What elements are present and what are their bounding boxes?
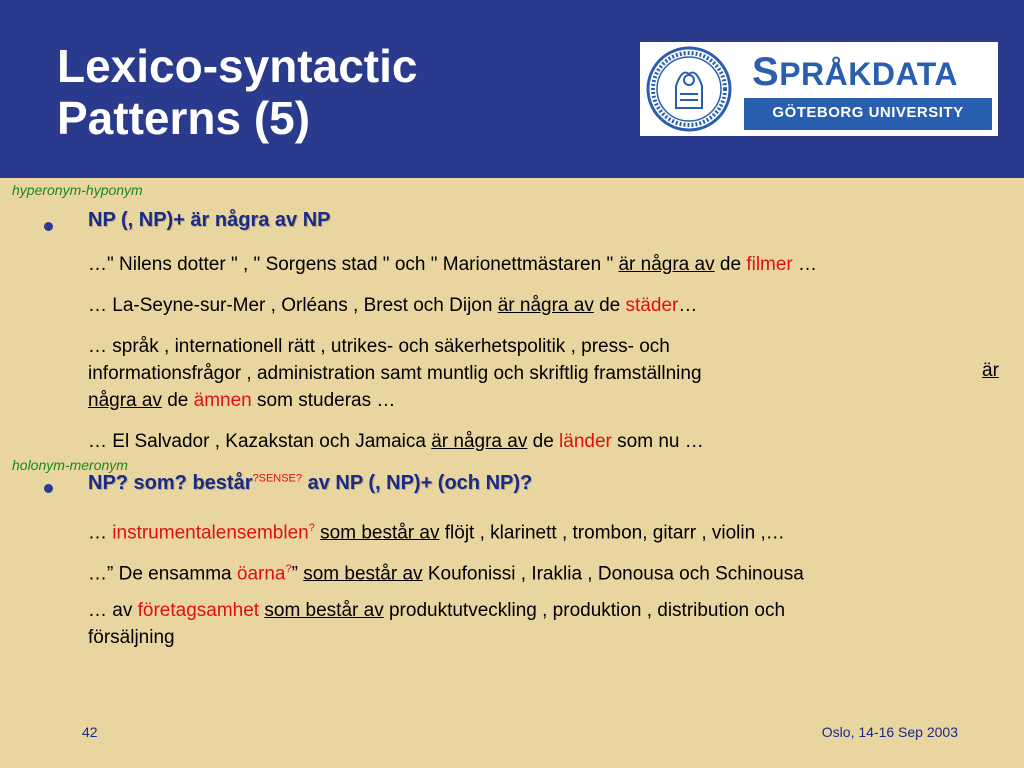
pattern-holonym xyxy=(88,472,532,495)
example-hyperonym-2 xyxy=(88,292,697,319)
ex-text: … La-Seyne-sur-Mer , Orléans , Brest och Dijon xyxy=(88,295,498,316)
pattern-part: NP? som? består xyxy=(88,472,253,494)
ex-holonym: instrumentalensemblen xyxy=(112,522,309,544)
sprakdata-logo xyxy=(640,42,998,136)
ex-text: försäljning xyxy=(88,627,175,648)
logo-name-initial: S xyxy=(752,50,780,94)
example-hyperonym-1 xyxy=(88,251,817,278)
example-holonym-1 xyxy=(88,515,785,546)
ex-hypernym: filmer xyxy=(746,254,793,275)
slide-title xyxy=(57,40,417,144)
ex-pattern: som består av xyxy=(264,600,384,621)
ex-hypernym: städer xyxy=(625,295,679,316)
ex-pattern: som består av xyxy=(320,522,440,544)
ex-text: de xyxy=(714,254,747,275)
example-hyperonym-3 xyxy=(88,333,702,414)
logo-university: GÖTEBORG UNIVERSITY xyxy=(772,104,964,121)
pattern-part: av NP (, NP)+ (och NP)? xyxy=(302,472,533,494)
ex-sense-marker: ? xyxy=(308,522,315,534)
ex-holonym: öarna xyxy=(236,563,286,585)
ex-text: de xyxy=(593,295,626,316)
ex-text: … xyxy=(792,254,818,275)
ex-text: …" Nilens dotter " , " Sorgens stad " och " Marionettmästaren " xyxy=(88,254,619,275)
pattern-sense-marker: ?SENSE? xyxy=(252,472,303,485)
ex-text: flöjt , klarinett , trombon, gitarr , violin ,… xyxy=(439,522,785,544)
ex-text: …” De ensamma xyxy=(88,563,237,585)
ex-text: informationsfrågor , administration samt muntlig och skriftlig framställning xyxy=(88,363,702,384)
ex-pattern: är några av xyxy=(431,431,528,452)
title-line-2: Patterns (5) xyxy=(57,92,311,144)
logo-name-rest: PRÅKDATA xyxy=(779,56,958,92)
ex-text: ” xyxy=(291,563,298,585)
ex-text: … xyxy=(678,295,698,316)
pattern-hyperonym: NP (, NP)+ är några av NP xyxy=(88,209,331,231)
slide-number: 42 xyxy=(82,724,98,740)
ex-pattern: som består av xyxy=(303,563,423,585)
section-tag-hyperonym: hyperonym-hyponym xyxy=(12,182,143,198)
ex-pattern-wrap: är xyxy=(982,360,999,381)
ex-text: … av xyxy=(88,600,138,621)
ex-text: som nu … xyxy=(611,431,704,452)
ex-pattern: några av xyxy=(88,390,162,411)
ex-text: Koufonissi , Iraklia , Donousa och Schinousa xyxy=(422,563,804,585)
section-tag-holonym: holonym-meronym xyxy=(12,457,128,473)
ex-hypernym: ämnen xyxy=(193,390,252,411)
slide-header xyxy=(0,0,1024,178)
bullet-dot-2 xyxy=(44,484,53,493)
footer-event: Oslo, 14-16 Sep 2003 xyxy=(821,724,958,740)
ex-text: de xyxy=(527,431,560,452)
ex-holonym: företagsamhet xyxy=(137,600,260,621)
ex-hypernym: länder xyxy=(559,431,612,452)
ex-sense-marker: ? xyxy=(285,563,292,575)
example-holonym-2 xyxy=(88,556,804,587)
logo-wordmark xyxy=(752,50,958,95)
ex-text: som studeras … xyxy=(251,390,396,411)
example-hyperonym-4 xyxy=(88,428,704,455)
ex-text: de xyxy=(161,390,194,411)
university-seal-icon xyxy=(646,46,732,132)
bullet-dot-1 xyxy=(44,222,53,231)
ex-text: … El Salvador , Kazakstan och Jamaica xyxy=(88,431,432,452)
ex-pattern: är några av xyxy=(497,295,594,316)
ex-text: … språk , internationell rätt , utrikes- och säkerhetspolitik , press- och xyxy=(88,336,670,357)
ex-text: … xyxy=(88,522,113,544)
title-line-1: Lexico-syntactic xyxy=(57,40,418,92)
example-holonym-3 xyxy=(88,597,785,651)
ex-text: produktutveckling , produktion , distribution och xyxy=(383,600,786,621)
ex-pattern: är några av xyxy=(618,254,715,275)
